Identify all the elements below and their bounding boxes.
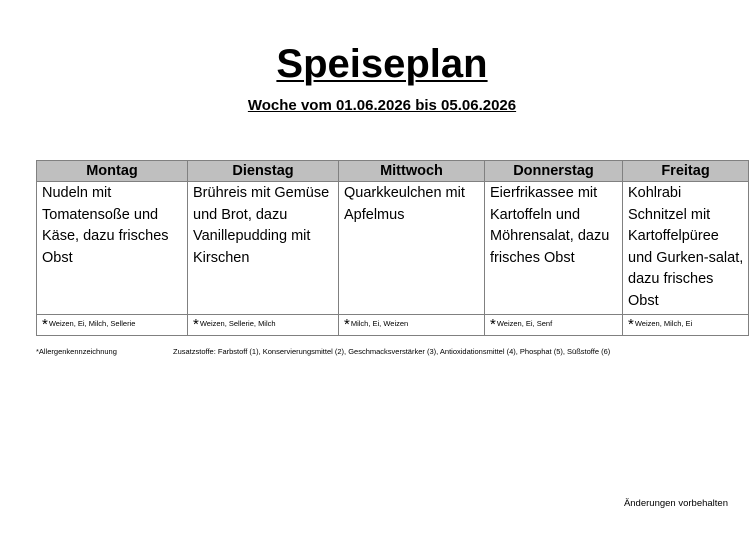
header-tuesday: Dienstag [188, 161, 339, 182]
week-range-subtitle: Woche vom 01.06.2026 bis 05.06.2026 [247, 97, 517, 114]
allergen-row [37, 315, 749, 336]
allergens-friday [623, 315, 749, 336]
dish-row [37, 182, 749, 315]
dish-friday: Kohlrabi Schnitzel mit Kartoffelpüree und Gurken-salat, dazu frisches Obst [623, 182, 749, 315]
header-friday: Freitag [623, 161, 749, 182]
dish-monday: Nudeln mit Tomatensoße und Käse, dazu frisches Obst [37, 182, 188, 315]
allergen-list: Milch, Ei, Weizen [350, 319, 409, 328]
header-thursday: Donnerstag [485, 161, 623, 182]
allergen-list: Weizen, Sellerie, Milch [199, 319, 276, 328]
menu-table [36, 160, 749, 336]
allergen-list: Weizen, Ei, Milch, Sellerie [48, 319, 136, 328]
additives-footnote: Zusatzstoffe: Farbstoff (1), Konservierungsmittel (2), Geschmacksverstärker (3), Antioxidationsmittel (4), Phosphat (5), Süßstoffe (6) [173, 347, 611, 356]
allergen-marker: * [490, 316, 496, 333]
dish-thursday: Eierfrikassee mit Kartoffeln und Möhrensalat, dazu frisches Obst [485, 182, 623, 315]
header-wednesday: Mittwoch [339, 161, 485, 182]
allergen-list: Weizen, Ei, Senf [496, 319, 553, 328]
changes-notice: Änderungen vorbehalten [623, 498, 728, 509]
allergen-footnote: *Allergenkennzeichnung [36, 347, 117, 356]
allergen-marker: * [344, 316, 350, 333]
allergens-thursday [485, 315, 623, 336]
header-row [37, 161, 749, 182]
allergen-marker: * [628, 316, 634, 333]
dish-wednesday: Quarkkeulchen mit Apfelmus [339, 182, 485, 315]
allergen-list: Weizen, Milch, Ei [634, 319, 693, 328]
allergens-tuesday [188, 315, 339, 336]
allergens-monday [37, 315, 188, 336]
allergen-marker: * [193, 316, 199, 333]
page-title: Speiseplan [276, 42, 488, 86]
allergens-wednesday [339, 315, 485, 336]
allergen-marker: * [42, 316, 48, 333]
dish-tuesday: Brühreis mit Gemüse und Brot, dazu Vanillepudding mit Kirschen [188, 182, 339, 315]
header-monday: Montag [37, 161, 188, 182]
